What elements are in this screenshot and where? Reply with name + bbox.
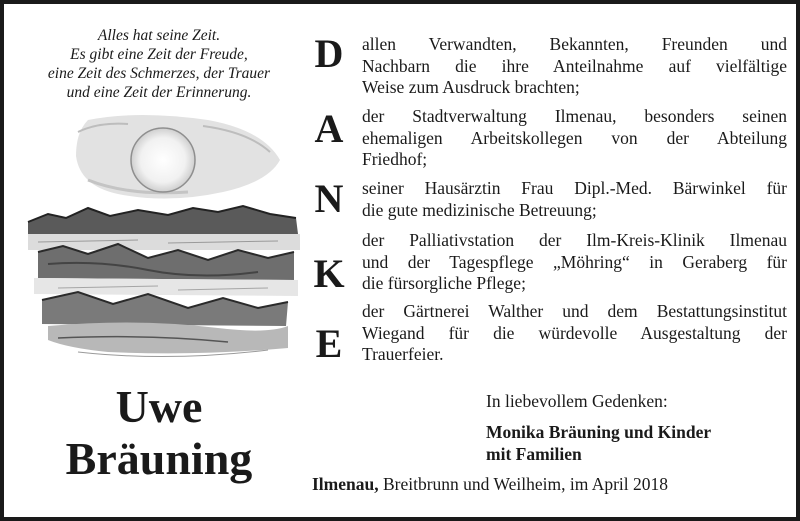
poem-line: und eine Zeit der Erinnerung. [66,84,252,101]
thanks-paragraph [362,301,787,366]
thanks-line: die fürsorgliche Pflege; [362,273,526,293]
thanks-line: der Palliativstation der Ilm-Kreis-Klinik Ilmenau [362,230,787,250]
poem-line: Alles hat seine Zeit. [97,27,221,44]
place-date-line [312,474,792,496]
thanks-paragraph [362,178,787,221]
thanks-paragraph [362,230,787,295]
place-city: Ilmenau, [312,474,379,494]
thanks-line: allen Verwandten, Bekannten, Freunden und [362,34,787,54]
danke-letter-e: E [315,321,343,366]
danke-letter-d: D [314,31,344,76]
poem [28,26,290,102]
poem-line: Es gibt eine Zeit der Freude, [70,46,248,63]
thanks-line: Nachbarn die ihre Anteilnahme auf vielfältige [362,55,787,76]
thanks-line: der Stadtverwaltung Ilmenau, besonders seinen [362,106,787,126]
thanks-line: Friedhof; [362,149,428,169]
thanks-line: Wiegand für die würdevolle Ausgestaltung der [362,322,787,343]
thanks-line: und der Tagespflege „Möhring“ in Geraberg für [362,251,787,272]
danke-letter-a: A [314,106,344,151]
poem-line: eine Zeit des Schmerzes, der Trauer [47,65,271,82]
deceased-last-name: Bräuning [65,433,253,484]
signer-line: mit Familien [486,443,582,464]
thanks-line: Weise zum Ausdruck brachten; [362,77,580,97]
thanks-line: der Gärtnerei Walther und dem Bestattungsinstitut [362,301,787,321]
danke-letter-n: N [314,176,344,221]
thanks-line: Trauerfeier. [362,344,444,364]
thanks-paragraph [362,106,787,171]
place-rest: Breitbrunn und Weilheim, im April 2018 [378,474,669,494]
thanks-line: ehemaligen Arbeitskollegen von der Abteilung [362,127,787,148]
danke-letter-k: K [313,251,345,296]
thanks-paragraph [362,34,787,99]
moon-landscape-illustration [18,112,308,364]
deceased-first-name: Uwe [115,381,203,432]
signers [486,422,786,465]
thanks-line: die gute medizinische Betreuung; [362,199,597,220]
memorial-intro: In liebevollem Gedenken: [486,391,668,411]
signer-line: Monika Bräuning und Kinder [486,422,712,442]
thanks-line: seiner Hausärztin Frau Dipl.-Med. Bärwinkel für [362,178,787,198]
